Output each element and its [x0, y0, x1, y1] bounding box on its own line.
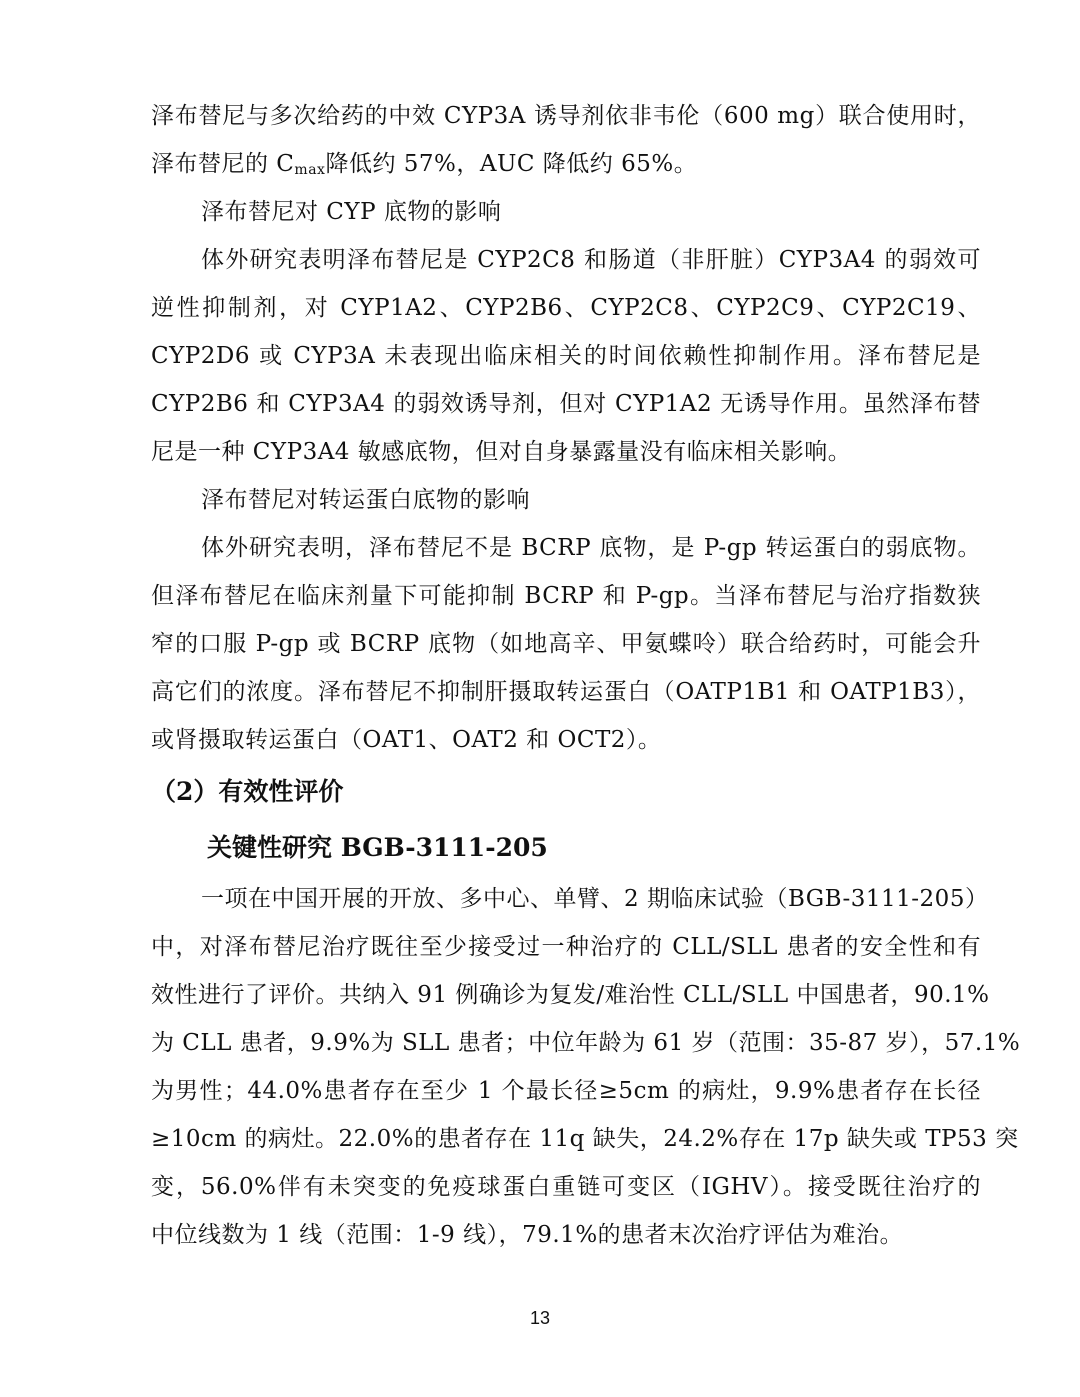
- study-heading: 关键性研究 BGB-3111-205: [207, 833, 548, 862]
- paragraph-line: CYP2D6 或 CYP3A 未表现出临床相关的时间依赖性抑制作用。泽布替尼是: [151, 343, 981, 369]
- paragraph-line: 效性进行了评价。共纳入 91 例确诊为复发/难治性 CLL/SLL 中国患者，90.1%: [151, 982, 990, 1008]
- cmax-prefix: 泽布替尼的 C: [151, 151, 295, 177]
- paragraph-line: 尼是一种 CYP3A4 敏感底物，但对自身暴露量没有临床相关影响。: [151, 439, 852, 465]
- paragraph-line: ≥10cm 的病灶。22.0%的患者存在 11q 缺失，24.2%存在 17p 缺失或 TP53 突: [151, 1126, 1019, 1152]
- paragraph-line: CYP2B6 和 CYP3A4 的弱效诱导剂，但对 CYP1A2 无诱导作用。虽然泽布替: [151, 391, 981, 417]
- paragraph-line: 中，对泽布替尼治疗既往至少接受过一种治疗的 CLL/SLL 患者的安全性和有: [151, 934, 981, 960]
- page-number: 13: [529, 1308, 551, 1328]
- cmax-rest: 降低约 57%，AUC 降低约 65%。: [325, 151, 698, 177]
- subheading-transporter-substrates: 泽布替尼对转运蛋白底物的影响: [201, 487, 530, 513]
- paragraph-line: 但泽布替尼在临床剂量下可能抑制 BCRP 和 P-gp。当泽布替尼与治疗指数狭: [151, 583, 981, 609]
- paragraph-line: 体外研究表明，泽布替尼不是 BCRP 底物，是 P-gp 转运蛋白的弱底物。: [201, 535, 981, 561]
- paragraph-line: 窄的口服 P-gp 或 BCRP 底物（如地高辛、甲氨蝶呤）联合给药时，可能会升: [151, 631, 981, 657]
- section-heading-efficacy: （2）有效性评价: [151, 777, 344, 806]
- paragraph-line: 体外研究表明泽布替尼是 CYP2C8 和肠道（非肝脏）CYP3A4 的弱效可: [201, 247, 981, 273]
- subheading-cyp-substrates: 泽布替尼对 CYP 底物的影响: [201, 199, 502, 225]
- paragraph-line: 高它们的浓度。泽布替尼不抑制肝摄取转运蛋白（OATP1B1 和 OATP1B3），: [151, 679, 981, 705]
- paragraph-line: 中位线数为 1 线（范围：1-9 线），79.1%的患者末次治疗评估为难治。: [151, 1222, 904, 1248]
- paragraph-line: 为 CLL 患者，9.9%为 SLL 患者；中位年龄为 61 岁（范围：35-87 岁），57.1%: [151, 1030, 1021, 1056]
- cmax-subscript: max: [294, 162, 326, 178]
- paragraph-line: 泽布替尼与多次给药的中效 CYP3A 诱导剂依非韦伦（600 mg）联合使用时，: [151, 103, 981, 129]
- paragraph-line: 逆性抑制剂，对 CYP1A2、CYP2B6、CYP2C8、CYP2C9、CYP2C19、: [151, 295, 981, 321]
- paragraph-line: [151, 141, 981, 194]
- paragraph-line: 或肾摄取转运蛋白（OAT1、OAT2 和 OCT2）。: [151, 727, 662, 753]
- paragraph-line: 变，56.0%伴有未突变的免疫球蛋白重链可变区（IGHV）。接受既往治疗的: [151, 1174, 981, 1200]
- paragraph-line: 一项在中国开展的开放、多中心、单臂、2 期临床试验（BGB-3111-205）: [201, 886, 989, 912]
- paragraph-line: 为男性；44.0%患者存在至少 1 个最长径≥5cm 的病灶，9.9%患者存在长径: [151, 1078, 981, 1104]
